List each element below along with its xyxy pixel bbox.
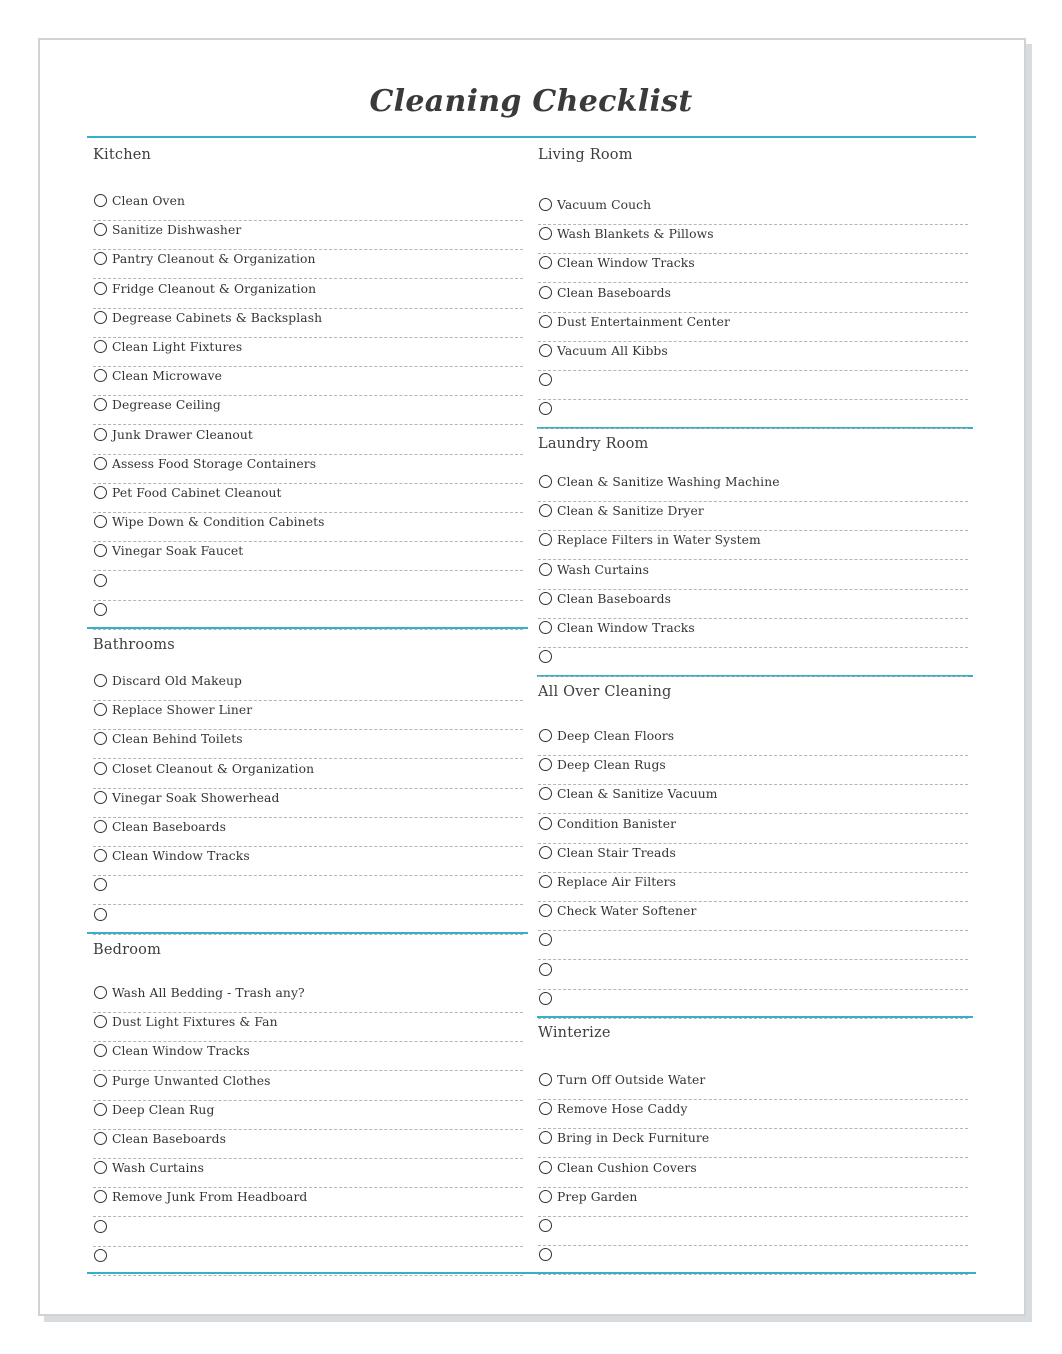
- checklist-item-label: Check Water Softener: [557, 904, 697, 919]
- checkbox-circle-icon[interactable]: [94, 1249, 107, 1262]
- checklist-item-label: Clean & Sanitize Vacuum: [557, 787, 718, 802]
- checklist-item[interactable]: [93, 906, 523, 935]
- checklist-item-label: Wash Blankets & Pillows: [557, 227, 714, 242]
- checklist-item-label: Junk Drawer Cleanout: [112, 427, 253, 442]
- checklist-item-label: Clean Window Tracks: [112, 849, 250, 864]
- checkbox-circle-icon[interactable]: [94, 252, 107, 265]
- checkbox-circle-icon[interactable]: [539, 621, 552, 634]
- checklist-item[interactable]: [93, 1013, 523, 1042]
- checkbox-circle-icon[interactable]: [94, 762, 107, 775]
- checklist-item[interactable]: [538, 785, 968, 814]
- checklist-item-label: Deep Clean Floors: [557, 729, 675, 743]
- checklist-item[interactable]: [538, 225, 968, 254]
- checklist-item[interactable]: [93, 338, 523, 367]
- checkbox-circle-icon[interactable]: [539, 286, 552, 299]
- checklist-item[interactable]: [93, 542, 523, 571]
- checkbox-circle-icon[interactable]: [539, 1102, 552, 1115]
- page-title: Cleaning Checklist: [369, 84, 693, 119]
- checkbox-circle-icon[interactable]: [94, 1132, 107, 1145]
- checklist-item-label: Clean Baseboards: [112, 820, 227, 834]
- checkbox-circle-icon[interactable]: [539, 198, 552, 211]
- checklist-item[interactable]: [538, 1188, 968, 1217]
- checklist-item-label: Clean Cushion Covers: [557, 1160, 697, 1175]
- checklist-item[interactable]: [538, 342, 968, 371]
- checklist-item[interactable]: [538, 1071, 968, 1100]
- checklist-item-label: Sanitize Dishwasher: [112, 223, 242, 238]
- checklist-item-label: Bring in Deck Furniture: [557, 1131, 710, 1146]
- checkbox-circle-icon[interactable]: [94, 1015, 107, 1028]
- checkbox-circle-icon[interactable]: [539, 963, 552, 976]
- checkbox-circle-icon[interactable]: [94, 878, 107, 891]
- checklist-item[interactable]: [538, 590, 968, 619]
- checklist-item-label: Dust Entertainment Center: [557, 314, 730, 329]
- checkbox-circle-icon[interactable]: [94, 1220, 107, 1233]
- checklist-item-label: Degrease Cabinets & Backsplash: [112, 310, 323, 325]
- checklist-item-label: Clean Stair Treads: [557, 845, 676, 860]
- checklist-item-label: Wipe Down & Condition Cabinets: [112, 515, 325, 530]
- checkbox-circle-icon[interactable]: [539, 592, 552, 605]
- checkbox-circle-icon[interactable]: [539, 787, 552, 800]
- checkbox-circle-icon[interactable]: [539, 504, 552, 517]
- checklist-item-label: Clean Light Fixtures: [112, 340, 243, 354]
- checkbox-circle-icon[interactable]: [539, 992, 552, 1005]
- section-title: Kitchen: [93, 147, 152, 163]
- checklist-item[interactable]: [93, 484, 523, 513]
- checkbox-circle-icon[interactable]: [94, 544, 107, 557]
- checkbox-circle-icon[interactable]: [539, 373, 552, 386]
- checkbox-circle-icon[interactable]: [94, 1103, 107, 1116]
- checklist-item[interactable]: [538, 756, 968, 785]
- checklist-item-label: Clean Baseboards: [557, 285, 672, 300]
- checklist-item[interactable]: [538, 727, 968, 756]
- checklist-item-label: Clean & Sanitize Washing Machine: [557, 475, 780, 489]
- checklist-item[interactable]: [93, 1188, 523, 1217]
- checkbox-circle-icon[interactable]: [94, 1044, 107, 1057]
- checklist-item[interactable]: [538, 931, 968, 960]
- checklist-item-label: Clean Window Tracks: [557, 621, 695, 635]
- checklist-item-label: Condition Banister: [557, 816, 677, 831]
- checklist-item-label: Clean & Sanitize Dryer: [557, 504, 704, 519]
- checklist-item-label: Pantry Cleanout & Organization: [112, 252, 316, 267]
- checkbox-circle-icon[interactable]: [94, 515, 107, 528]
- checkbox-circle-icon[interactable]: [94, 603, 107, 616]
- checklist-item[interactable]: [538, 502, 968, 531]
- checkbox-circle-icon[interactable]: [539, 758, 552, 771]
- checklist-item-label: Assess Food Storage Containers: [112, 456, 317, 471]
- checklist-item[interactable]: [93, 1072, 523, 1101]
- checklist-item[interactable]: [538, 254, 968, 283]
- checklist-item[interactable]: [93, 367, 523, 396]
- checklist-item[interactable]: [93, 309, 523, 338]
- checklist-item-label: Vacuum All Kibbs: [557, 344, 668, 358]
- section-title: Bathrooms: [93, 637, 175, 653]
- checkbox-circle-icon[interactable]: [94, 703, 107, 716]
- checkbox-circle-icon[interactable]: [94, 674, 107, 687]
- checklist-item[interactable]: [93, 601, 523, 630]
- checklist-item[interactable]: [93, 1218, 523, 1247]
- checklist-item[interactable]: [93, 1247, 523, 1276]
- checkbox-circle-icon[interactable]: [539, 1161, 552, 1174]
- checkbox-circle-icon[interactable]: [94, 194, 107, 207]
- checklist-item-label: Prep Garden: [557, 1189, 638, 1204]
- checkbox-circle-icon[interactable]: [94, 820, 107, 833]
- checklist-item[interactable]: [538, 961, 968, 990]
- checklist-item[interactable]: [93, 192, 523, 221]
- checklist-item-label: Turn Off Outside Water: [557, 1073, 706, 1087]
- checklist-item[interactable]: [538, 1129, 968, 1158]
- checklist-item-label: Vinegar Soak Faucet: [112, 544, 244, 559]
- checklist-item[interactable]: [93, 847, 523, 876]
- checkbox-circle-icon[interactable]: [94, 486, 107, 499]
- checkbox-circle-icon[interactable]: [94, 282, 107, 295]
- checkbox-circle-icon[interactable]: [94, 457, 107, 470]
- checklist-item-label: Replace Air Filters: [557, 875, 677, 889]
- checkbox-circle-icon[interactable]: [94, 223, 107, 236]
- checklist-item-label: Clean Window Tracks: [112, 1044, 250, 1059]
- title-divider: [87, 136, 976, 138]
- checkbox-circle-icon[interactable]: [539, 1131, 552, 1144]
- checkbox-circle-icon[interactable]: [94, 398, 107, 411]
- checkbox-circle-icon[interactable]: [94, 986, 107, 999]
- checkbox-circle-icon[interactable]: [539, 817, 552, 830]
- checkbox-circle-icon[interactable]: [539, 344, 552, 357]
- checklist-item[interactable]: [93, 672, 523, 701]
- checklist-item[interactable]: [93, 818, 523, 847]
- checklist-item[interactable]: [538, 873, 968, 902]
- checklist-item-label: Clean Window Tracks: [557, 256, 695, 271]
- checklist-item[interactable]: [538, 561, 968, 590]
- checklist-item-label: Replace Shower Liner: [112, 703, 253, 718]
- checklist-item[interactable]: [93, 984, 523, 1013]
- checklist-item[interactable]: [538, 400, 968, 429]
- checklist-item[interactable]: [93, 455, 523, 484]
- checklist-item-label: Dust Light Fixtures & Fan: [112, 1015, 278, 1030]
- checkbox-circle-icon[interactable]: [94, 311, 107, 324]
- checklist-item[interactable]: [93, 396, 523, 425]
- checkbox-circle-icon[interactable]: [94, 849, 107, 862]
- checkbox-circle-icon[interactable]: [539, 227, 552, 240]
- checklist-item-label: Wash Curtains: [557, 562, 649, 577]
- checklist-item[interactable]: [93, 572, 523, 601]
- checklist-item[interactable]: [93, 250, 523, 279]
- checkbox-circle-icon[interactable]: [539, 933, 552, 946]
- checkbox-circle-icon[interactable]: [94, 340, 107, 353]
- checklist-item[interactable]: [93, 701, 523, 730]
- checklist-item-label: Closet Cleanout & Organization: [112, 761, 315, 776]
- checklist-item[interactable]: [93, 730, 523, 759]
- checkbox-circle-icon[interactable]: [539, 1248, 552, 1261]
- checklist-item[interactable]: [93, 513, 523, 542]
- checkbox-circle-icon[interactable]: [539, 1073, 552, 1086]
- checklist-item[interactable]: [538, 648, 968, 677]
- checklist-item-label: Clean Microwave: [112, 369, 223, 384]
- checkbox-circle-icon[interactable]: [539, 1219, 552, 1232]
- checklist-item[interactable]: [538, 313, 968, 342]
- checklist-item-label: Deep Clean Rugs: [557, 758, 666, 773]
- section-title: Winterize: [538, 1025, 611, 1041]
- checklist-item[interactable]: [538, 531, 968, 560]
- checklist-item-label: Vinegar Soak Showerhead: [112, 790, 280, 805]
- checklist-item-label: Remove Junk From Headboard: [112, 1190, 308, 1205]
- checklist-item[interactable]: [538, 196, 968, 225]
- checklist-item-label: Degrease Ceiling: [112, 398, 221, 413]
- checklist-item[interactable]: [538, 1100, 968, 1129]
- checklist-item-label: Wash Curtains: [112, 1161, 204, 1176]
- checklist-item-label: Clean Behind Toilets: [112, 732, 243, 747]
- checkbox-circle-icon[interactable]: [94, 791, 107, 804]
- checklist-item-label: Replace Filters in Water System: [557, 533, 761, 548]
- checklist-item[interactable]: [538, 1217, 968, 1246]
- checklist-item[interactable]: [538, 990, 968, 1019]
- checklist-item[interactable]: [93, 1101, 523, 1130]
- checklist-item[interactable]: [538, 619, 968, 648]
- checkbox-circle-icon[interactable]: [539, 875, 552, 888]
- checkbox-circle-icon[interactable]: [94, 1074, 107, 1087]
- checkbox-circle-icon[interactable]: [94, 1161, 107, 1174]
- checklist-item[interactable]: [93, 760, 523, 789]
- checkbox-circle-icon[interactable]: [94, 369, 107, 382]
- checkbox-circle-icon[interactable]: [539, 650, 552, 663]
- section-title: Bedroom: [93, 942, 162, 958]
- checklist-item-label: Purge Unwanted Clothes: [112, 1073, 271, 1088]
- section-title: All Over Cleaning: [538, 684, 672, 700]
- section-title: Laundry Room: [538, 436, 649, 452]
- checklist-item-label: Discard Old Makeup: [112, 674, 243, 688]
- checklist-item[interactable]: [93, 876, 523, 905]
- checkbox-circle-icon[interactable]: [539, 256, 552, 269]
- checkbox-circle-icon[interactable]: [94, 574, 107, 587]
- checkbox-circle-icon[interactable]: [539, 904, 552, 917]
- checkbox-circle-icon[interactable]: [539, 402, 552, 415]
- checkbox-circle-icon[interactable]: [539, 533, 552, 546]
- checklist-item[interactable]: [93, 1042, 523, 1071]
- checklist-item[interactable]: [538, 284, 968, 313]
- section-title: Living Room: [538, 147, 633, 163]
- checkbox-circle-icon[interactable]: [94, 428, 107, 441]
- checklist-item[interactable]: [93, 280, 523, 309]
- checklist-item-label: Wash All Bedding - Trash any?: [112, 986, 305, 1000]
- checkbox-circle-icon[interactable]: [94, 1190, 107, 1203]
- checklist-item[interactable]: [538, 1159, 968, 1188]
- checklist-item[interactable]: [93, 789, 523, 818]
- checklist-item[interactable]: [538, 902, 968, 931]
- checkbox-circle-icon[interactable]: [539, 315, 552, 328]
- checkbox-circle-icon[interactable]: [539, 475, 552, 488]
- checklist-item[interactable]: [93, 426, 523, 455]
- checklist-item[interactable]: [538, 371, 968, 400]
- checklist-item-label: Vacuum Couch: [557, 198, 652, 212]
- checklist-item-label: Fridge Cleanout & Organization: [112, 281, 317, 296]
- checklist-item[interactable]: [93, 1130, 523, 1159]
- checklist-item[interactable]: [538, 1246, 968, 1275]
- checkbox-circle-icon[interactable]: [539, 846, 552, 859]
- checkbox-circle-icon[interactable]: [539, 1190, 552, 1203]
- checklist-item-label: Remove Hose Caddy: [557, 1102, 688, 1117]
- checkbox-circle-icon[interactable]: [539, 563, 552, 576]
- checklist-item-label: Pet Food Cabinet Cleanout: [112, 486, 282, 500]
- checklist-item-label: Clean Baseboards: [557, 591, 672, 606]
- checklist-item-label: Clean Baseboards: [112, 1132, 227, 1146]
- checklist-item[interactable]: [93, 221, 523, 250]
- checkbox-circle-icon[interactable]: [94, 732, 107, 745]
- checklist-item[interactable]: [93, 1159, 523, 1188]
- checkbox-circle-icon[interactable]: [94, 908, 107, 921]
- checklist-item-label: Deep Clean Rug: [112, 1102, 215, 1117]
- checklist-item[interactable]: [538, 815, 968, 844]
- checklist-item[interactable]: [538, 844, 968, 873]
- checklist-item[interactable]: [538, 473, 968, 502]
- checklist-item-label: Clean Oven: [112, 194, 186, 208]
- checkbox-circle-icon[interactable]: [539, 729, 552, 742]
